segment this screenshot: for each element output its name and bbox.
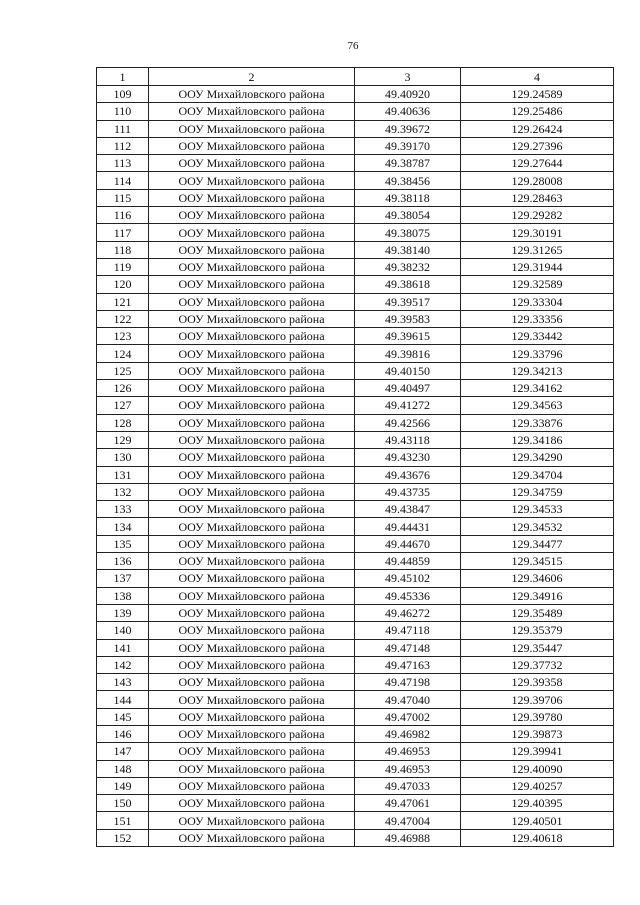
- cell-name: ООУ Михайловского района: [149, 328, 355, 345]
- cell-name: ООУ Михайловского района: [149, 276, 355, 293]
- cell-number: 118: [97, 241, 149, 258]
- cell-latitude: 49.44431: [355, 518, 461, 535]
- cell-latitude: 49.40636: [355, 103, 461, 120]
- table-row: [97, 189, 614, 206]
- cell-latitude: 49.45102: [355, 570, 461, 587]
- cell-longitude: 129.24589: [461, 86, 614, 103]
- cell-number: 138: [97, 587, 149, 604]
- cell-longitude: 129.33796: [461, 345, 614, 362]
- cell-name: ООУ Михайловского района: [149, 587, 355, 604]
- cell-longitude: 129.39780: [461, 708, 614, 725]
- cell-longitude: 129.34759: [461, 483, 614, 500]
- cell-name: ООУ Михайловского района: [149, 622, 355, 639]
- cell-name: ООУ Михайловского района: [149, 535, 355, 552]
- table-row: [97, 431, 614, 448]
- cell-name: ООУ Михайловского района: [149, 310, 355, 327]
- cell-longitude: 129.29282: [461, 207, 614, 224]
- cell-latitude: 49.38232: [355, 258, 461, 275]
- cell-latitude: 49.43847: [355, 501, 461, 518]
- table-row: [97, 760, 614, 777]
- cell-number: 120: [97, 276, 149, 293]
- table-row: [97, 829, 614, 846]
- cell-longitude: 129.40501: [461, 812, 614, 829]
- cell-number: 132: [97, 483, 149, 500]
- table-row: [97, 397, 614, 414]
- cell-latitude: 49.39170: [355, 137, 461, 154]
- cell-longitude: 129.27396: [461, 137, 614, 154]
- table-row: [97, 656, 614, 673]
- cell-latitude: 49.43735: [355, 483, 461, 500]
- cell-number: 129: [97, 431, 149, 448]
- cell-latitude: 49.47118: [355, 622, 461, 639]
- cell-longitude: 129.33304: [461, 293, 614, 310]
- cell-number: 147: [97, 743, 149, 760]
- cell-name: ООУ Михайловского района: [149, 604, 355, 621]
- cell-number: 133: [97, 501, 149, 518]
- table-row: [97, 535, 614, 552]
- cell-number: 128: [97, 414, 149, 431]
- cell-latitude: 49.47002: [355, 708, 461, 725]
- cell-name: ООУ Михайловского района: [149, 189, 355, 206]
- table-row: [97, 120, 614, 137]
- table-row: [97, 604, 614, 621]
- cell-name: ООУ Михайловского района: [149, 518, 355, 535]
- cell-longitude: 129.40257: [461, 777, 614, 794]
- cell-number: 123: [97, 328, 149, 345]
- cell-latitude: 49.47004: [355, 812, 461, 829]
- cell-number: 144: [97, 691, 149, 708]
- cell-name: ООУ Михайловского района: [149, 155, 355, 172]
- cell-longitude: 129.34186: [461, 431, 614, 448]
- table-row: [97, 207, 614, 224]
- cell-name: ООУ Михайловского района: [149, 725, 355, 742]
- page-number: 76: [347, 40, 359, 52]
- cell-latitude: 49.47163: [355, 656, 461, 673]
- cell-name: ООУ Михайловского района: [149, 362, 355, 379]
- cell-name: ООУ Михайловского района: [149, 414, 355, 431]
- cell-name: ООУ Михайловского района: [149, 812, 355, 829]
- table-row: [97, 258, 614, 275]
- cell-number: 141: [97, 639, 149, 656]
- cell-number: 113: [97, 155, 149, 172]
- table-row: [97, 293, 614, 310]
- cell-longitude: 129.39941: [461, 743, 614, 760]
- cell-latitude: 49.43118: [355, 431, 461, 448]
- cell-latitude: 49.47061: [355, 795, 461, 812]
- cell-latitude: 49.47148: [355, 639, 461, 656]
- cell-longitude: 129.34532: [461, 518, 614, 535]
- cell-number: 125: [97, 362, 149, 379]
- cell-number: 152: [97, 829, 149, 846]
- table-row: [97, 691, 614, 708]
- table-row: [97, 380, 614, 397]
- cell-latitude: 49.40150: [355, 362, 461, 379]
- cell-name: ООУ Михайловского района: [149, 172, 355, 189]
- cell-name: ООУ Михайловского района: [149, 760, 355, 777]
- cell-longitude: 129.34477: [461, 535, 614, 552]
- cell-latitude: 49.43230: [355, 449, 461, 466]
- table-row: [97, 103, 614, 120]
- cell-longitude: 129.40618: [461, 829, 614, 846]
- table-body: [97, 86, 614, 847]
- cell-latitude: 49.38618: [355, 276, 461, 293]
- cell-name: ООУ Михайловского района: [149, 431, 355, 448]
- cell-number: 135: [97, 535, 149, 552]
- cell-name: ООУ Михайловского района: [149, 120, 355, 137]
- cell-longitude: 129.31265: [461, 241, 614, 258]
- cell-name: ООУ Михайловского района: [149, 345, 355, 362]
- cell-longitude: 129.34563: [461, 397, 614, 414]
- cell-number: 150: [97, 795, 149, 812]
- cell-number: 115: [97, 189, 149, 206]
- table-row: [97, 276, 614, 293]
- cell-longitude: 129.34606: [461, 570, 614, 587]
- table-row: [97, 622, 614, 639]
- cell-longitude: 129.39873: [461, 725, 614, 742]
- cell-number: 131: [97, 466, 149, 483]
- cell-number: 121: [97, 293, 149, 310]
- table-row: [97, 743, 614, 760]
- cell-number: 134: [97, 518, 149, 535]
- cell-name: ООУ Михайловского района: [149, 483, 355, 500]
- cell-longitude: 129.33876: [461, 414, 614, 431]
- cell-longitude: 129.34162: [461, 380, 614, 397]
- cell-latitude: 49.46953: [355, 743, 461, 760]
- cell-number: 112: [97, 137, 149, 154]
- cell-longitude: 129.35489: [461, 604, 614, 621]
- cell-latitude: 49.40920: [355, 86, 461, 103]
- cell-longitude: 129.34916: [461, 587, 614, 604]
- cell-latitude: 49.39583: [355, 310, 461, 327]
- cell-name: ООУ Михайловского района: [149, 258, 355, 275]
- table-row: [97, 414, 614, 431]
- cell-longitude: 129.31944: [461, 258, 614, 275]
- cell-number: 145: [97, 708, 149, 725]
- table-row: [97, 86, 614, 103]
- cell-longitude: 129.33356: [461, 310, 614, 327]
- cell-latitude: 49.42566: [355, 414, 461, 431]
- cell-longitude: 129.32589: [461, 276, 614, 293]
- cell-latitude: 49.46988: [355, 829, 461, 846]
- cell-longitude: 129.34213: [461, 362, 614, 379]
- cell-name: ООУ Михайловского района: [149, 207, 355, 224]
- cell-number: 148: [97, 760, 149, 777]
- column-header-number: 1: [97, 68, 149, 86]
- cell-latitude: 49.46982: [355, 725, 461, 742]
- cell-longitude: 129.26424: [461, 120, 614, 137]
- table-row: [97, 725, 614, 742]
- cell-latitude: 49.38054: [355, 207, 461, 224]
- table-row: [97, 674, 614, 691]
- cell-latitude: 49.40497: [355, 380, 461, 397]
- cell-number: 119: [97, 258, 149, 275]
- cell-latitude: 49.46272: [355, 604, 461, 621]
- table-row: [97, 795, 614, 812]
- cell-number: 116: [97, 207, 149, 224]
- column-header-name: 2: [149, 68, 355, 86]
- table-row: [97, 777, 614, 794]
- table-row: [97, 466, 614, 483]
- cell-longitude: 129.40395: [461, 795, 614, 812]
- cell-number: 130: [97, 449, 149, 466]
- cell-longitude: 129.34290: [461, 449, 614, 466]
- cell-name: ООУ Михайловского района: [149, 691, 355, 708]
- cell-name: ООУ Михайловского района: [149, 777, 355, 794]
- table-row: [97, 639, 614, 656]
- cell-latitude: 49.47198: [355, 674, 461, 691]
- cell-longitude: 129.40090: [461, 760, 614, 777]
- cell-number: 110: [97, 103, 149, 120]
- cell-number: 127: [97, 397, 149, 414]
- cell-longitude: 129.34533: [461, 501, 614, 518]
- cell-number: 149: [97, 777, 149, 794]
- cell-latitude: 49.44670: [355, 535, 461, 552]
- cell-longitude: 129.39358: [461, 674, 614, 691]
- cell-longitude: 129.27644: [461, 155, 614, 172]
- cell-name: ООУ Михайловского района: [149, 397, 355, 414]
- table-row: [97, 328, 614, 345]
- cell-name: ООУ Михайловского района: [149, 708, 355, 725]
- cell-longitude: 129.37732: [461, 656, 614, 673]
- cell-latitude: 49.41272: [355, 397, 461, 414]
- cell-number: 140: [97, 622, 149, 639]
- cell-latitude: 49.39672: [355, 120, 461, 137]
- cell-latitude: 49.44859: [355, 553, 461, 570]
- cell-name: ООУ Михайловского района: [149, 656, 355, 673]
- table-row: [97, 449, 614, 466]
- table-row: [97, 708, 614, 725]
- cell-latitude: 49.45336: [355, 587, 461, 604]
- column-header-longitude: 4: [461, 68, 614, 86]
- cell-name: ООУ Михайловского района: [149, 241, 355, 258]
- cell-number: 143: [97, 674, 149, 691]
- table-row: [97, 137, 614, 154]
- cell-name: ООУ Михайловского района: [149, 224, 355, 241]
- table-row: [97, 310, 614, 327]
- cell-number: 151: [97, 812, 149, 829]
- cell-longitude: 129.25486: [461, 103, 614, 120]
- table-row: [97, 362, 614, 379]
- table-row: [97, 812, 614, 829]
- cell-longitude: 129.35379: [461, 622, 614, 639]
- cell-latitude: 49.46953: [355, 760, 461, 777]
- cell-latitude: 49.38118: [355, 189, 461, 206]
- cell-longitude: 129.28463: [461, 189, 614, 206]
- cell-name: ООУ Михайловского района: [149, 380, 355, 397]
- cell-number: 109: [97, 86, 149, 103]
- cell-latitude: 49.38075: [355, 224, 461, 241]
- cell-name: ООУ Михайловского района: [149, 449, 355, 466]
- cell-name: ООУ Михайловского района: [149, 674, 355, 691]
- cell-name: ООУ Михайловского района: [149, 570, 355, 587]
- cell-name: ООУ Михайловского района: [149, 743, 355, 760]
- cell-number: 126: [97, 380, 149, 397]
- cell-number: 122: [97, 310, 149, 327]
- cell-number: 111: [97, 120, 149, 137]
- table-row: [97, 518, 614, 535]
- cell-name: ООУ Михайловского района: [149, 137, 355, 154]
- table-header-row: [97, 68, 614, 86]
- cell-longitude: 129.28008: [461, 172, 614, 189]
- cell-number: 124: [97, 345, 149, 362]
- cell-number: 117: [97, 224, 149, 241]
- table-row: [97, 483, 614, 500]
- cell-longitude: 129.39706: [461, 691, 614, 708]
- table-row: [97, 587, 614, 604]
- cell-longitude: 129.33442: [461, 328, 614, 345]
- table-row: [97, 553, 614, 570]
- column-header-latitude: 3: [355, 68, 461, 86]
- cell-name: ООУ Михайловского района: [149, 501, 355, 518]
- cell-name: ООУ Михайловского района: [149, 103, 355, 120]
- cell-latitude: 49.39816: [355, 345, 461, 362]
- cell-number: 139: [97, 604, 149, 621]
- cell-longitude: 129.34704: [461, 466, 614, 483]
- table-row: [97, 570, 614, 587]
- cell-name: ООУ Михайловского района: [149, 795, 355, 812]
- table-row: [97, 241, 614, 258]
- cell-name: ООУ Михайловского района: [149, 639, 355, 656]
- cell-latitude: 49.38140: [355, 241, 461, 258]
- cell-latitude: 49.47033: [355, 777, 461, 794]
- cell-latitude: 49.38787: [355, 155, 461, 172]
- cell-number: 146: [97, 725, 149, 742]
- cell-number: 114: [97, 172, 149, 189]
- cell-number: 136: [97, 553, 149, 570]
- cell-longitude: 129.30191: [461, 224, 614, 241]
- cell-latitude: 49.47040: [355, 691, 461, 708]
- cell-name: ООУ Михайловского района: [149, 293, 355, 310]
- coordinates-table: [96, 67, 614, 847]
- cell-latitude: 49.38456: [355, 172, 461, 189]
- cell-longitude: 129.35447: [461, 639, 614, 656]
- cell-name: ООУ Михайловского района: [149, 829, 355, 846]
- cell-number: 142: [97, 656, 149, 673]
- cell-latitude: 49.39517: [355, 293, 461, 310]
- table-row: [97, 345, 614, 362]
- cell-name: ООУ Михайловского района: [149, 553, 355, 570]
- cell-number: 137: [97, 570, 149, 587]
- table-row: [97, 155, 614, 172]
- cell-latitude: 49.43676: [355, 466, 461, 483]
- cell-name: ООУ Михайловского района: [149, 86, 355, 103]
- table-row: [97, 172, 614, 189]
- cell-name: ООУ Михайловского района: [149, 466, 355, 483]
- table-row: [97, 501, 614, 518]
- cell-latitude: 49.39615: [355, 328, 461, 345]
- table-row: [97, 224, 614, 241]
- cell-longitude: 129.34515: [461, 553, 614, 570]
